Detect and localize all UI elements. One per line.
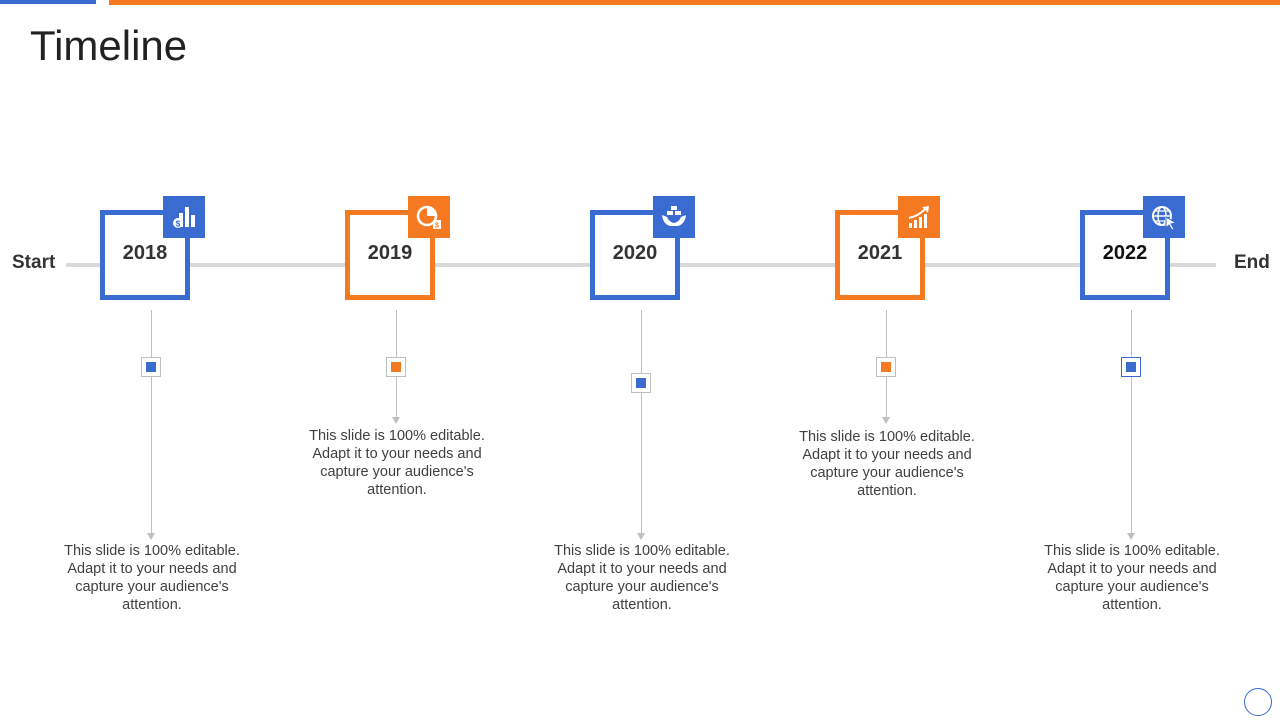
corner-circle-decoration xyxy=(1244,688,1272,716)
globe-cursor-icon xyxy=(1143,196,1185,238)
arrow-down-icon xyxy=(392,417,400,424)
top-accent-bar-orange xyxy=(109,0,1280,5)
start-label: Start xyxy=(12,252,56,273)
timeline-marker xyxy=(1121,357,1141,377)
gold-bars-in-hands-icon xyxy=(653,196,695,238)
pie-chart-icon xyxy=(408,196,450,238)
milestone-year: 2020 xyxy=(612,241,658,264)
top-accent-bar-blue xyxy=(0,0,96,4)
timeline-marker xyxy=(631,373,651,393)
milestone-year: 2022 xyxy=(1102,241,1148,264)
milestone-description: This slide is 100% editable. Adapt it to your needs and capture your audience's attention. xyxy=(309,428,485,498)
page-title: Timeline xyxy=(30,22,188,69)
arrow-down-icon xyxy=(147,533,155,540)
timeline-marker xyxy=(141,357,161,377)
milestone-description: This slide is 100% editable. Adapt it to your needs and capture your audience's attention. xyxy=(64,543,240,613)
arrow-down-icon xyxy=(637,533,645,540)
milestone-description: This slide is 100% editable. Adapt it to your needs and capture your audience's attention. xyxy=(799,429,975,499)
connector-line xyxy=(641,310,642,535)
milestone-description: This slide is 100% editable. Adapt it to your needs and capture your audience's attention. xyxy=(1044,543,1220,613)
milestone-year: 2018 xyxy=(122,241,168,264)
svg-text:$: $ xyxy=(175,219,181,229)
arrow-down-icon xyxy=(882,417,890,424)
connector-line xyxy=(1131,310,1132,535)
connector-line xyxy=(151,310,152,535)
finance-chart-icon xyxy=(163,196,205,238)
svg-text:$: $ xyxy=(435,222,439,230)
timeline-marker xyxy=(386,357,406,377)
milestone-year: 2019 xyxy=(367,241,413,264)
milestone-description: This slide is 100% editable. Adapt it to your needs and capture your audience's attention. xyxy=(554,543,730,613)
milestone-year: 2021 xyxy=(857,241,903,264)
arrow-down-icon xyxy=(1127,533,1135,540)
growth-chart-icon xyxy=(898,196,940,238)
end-label: End xyxy=(1234,252,1270,273)
timeline-marker xyxy=(876,357,896,377)
